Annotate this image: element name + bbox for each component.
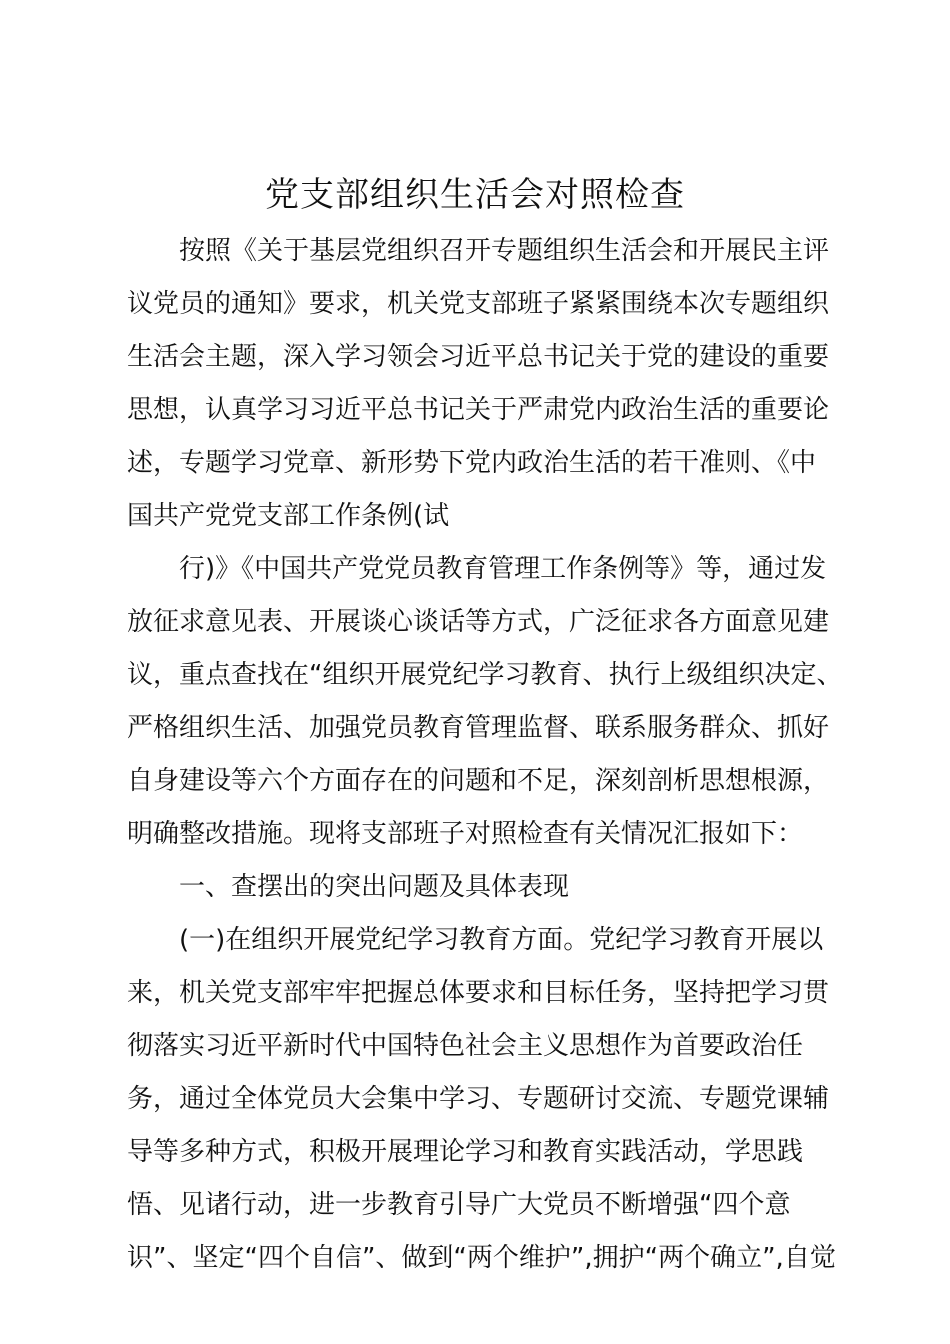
paragraph-line: 明确整改措施。现将支部班子对照检查有关情况汇报如下：: [127, 819, 804, 849]
paragraph-line: 生活会主题，深入学习领会习近平总书记关于党的建设的重要: [127, 342, 830, 372]
paragraph-line: 务，通过全体党员大会集中学习、专题研讨交流、专题党课辅: [127, 1084, 830, 1114]
paragraph-line: 行)》《中国共产党党员教育管理工作条例等》等，通过发: [179, 554, 827, 584]
paragraph-line: 议党员的通知》要求，机关党支部班子紧紧围绕本次专题组织: [127, 289, 830, 319]
paragraph-line: (一)在组织开展党纪学习教育方面。党纪学习教育开展以: [179, 925, 824, 955]
paragraph-line: 述，专题学习党章、新形势下党内政治生活的若干准则、《中: [127, 448, 817, 478]
paragraph-line: 思想，认真学习习近平总书记关于严肃党内政治生活的重要论: [127, 395, 830, 425]
paragraph-line: 彻落实习近平新时代中国特色社会主义思想作为首要政治任: [127, 1031, 804, 1061]
paragraph-line: 议，重点查找在“组织开展党纪学习教育、执行上级组织决定、: [127, 660, 843, 690]
paragraph-line: 按照《关于基层党组织召开专题组织生活会和开展民主评: [179, 236, 830, 266]
paragraph-line: 悟、见诸行动，进一步教育引导广大党员不断增强“四个意: [127, 1190, 791, 1220]
paragraph-line: 严格组织生活、加强党员教育管理监督、联系服务群众、抓好: [127, 713, 830, 743]
section-heading: 一、查摆出的突出问题及具体表现: [179, 872, 570, 902]
paragraph-line: 识”、坚定“四个自信”、做到“两个维护”,拥护“两个确立”,自觉: [127, 1243, 836, 1273]
paragraph-line: 导等多种方式，积极开展理论学习和教育实践活动，学思践: [127, 1137, 804, 1167]
paragraph-line: 自身建设等六个方面存在的问题和不足，深刻剖析思想根源，: [127, 766, 830, 796]
document-body: [127, 225, 843, 1285]
paragraph-line: 放征求意见表、开展谈心谈话等方式，广泛征求各方面意见建: [127, 607, 830, 637]
paragraph-line: 来，机关党支部牢牢把握总体要求和目标任务，坚持把学习贯: [127, 978, 830, 1008]
paragraph-line: 国共产党党支部工作条例(试: [127, 501, 450, 531]
document-title: 党支部组织生活会对照检查: [265, 175, 685, 215]
